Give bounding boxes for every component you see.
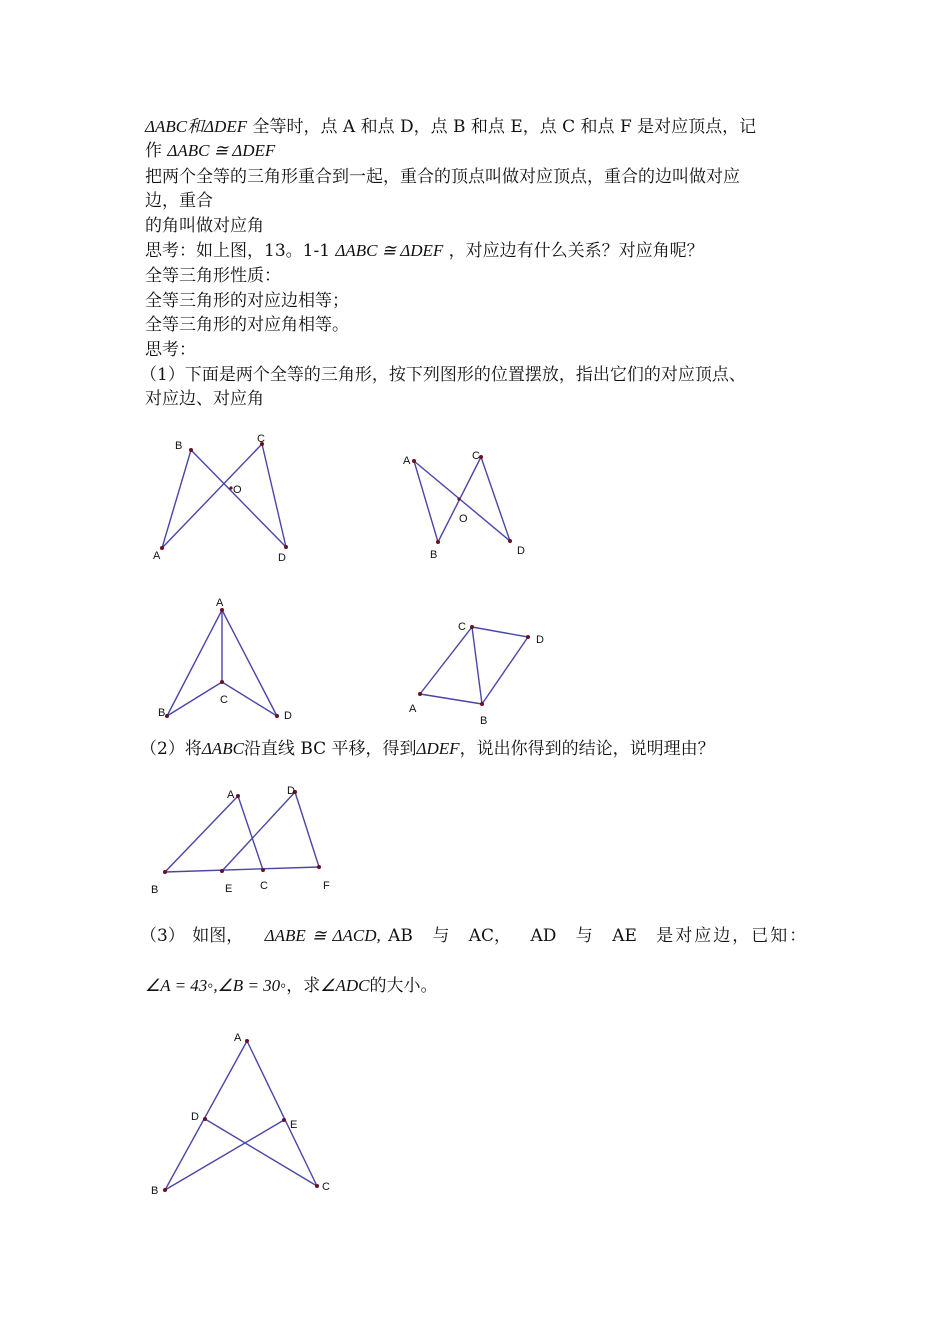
label-a: A <box>227 789 235 801</box>
label-f: F <box>323 880 330 892</box>
q3-ac: AC， <box>468 926 512 946</box>
label-d: D <box>287 785 295 797</box>
label-a: A <box>234 1032 242 1044</box>
label-b: B <box>175 440 183 452</box>
q3-ad: AD <box>530 926 557 946</box>
q3-find: ，求 <box>286 976 321 996</box>
figure-2 <box>400 445 540 565</box>
label-b: B <box>158 707 166 719</box>
math-abc: ΔABC <box>201 739 244 758</box>
label-a: A <box>409 703 417 715</box>
q3-with-2: 与 <box>575 926 593 946</box>
label-b: B <box>480 715 488 727</box>
think-rest: ，对应边有什么关系？对应角呢？ <box>443 241 704 261</box>
property-angles: 全等三角形的对应角相等。 <box>145 315 349 335</box>
q2-mid: 沿直线 BC 平移，得到 <box>243 739 417 759</box>
def-line-2 <box>145 139 275 163</box>
label-c: C <box>322 1181 330 1193</box>
label-a: A <box>153 550 161 562</box>
think-prefix: 思考：如上图，13。1-1 <box>145 241 336 261</box>
label-c: C <box>458 621 466 633</box>
def-text: 全等时，点 A 和点 D，点 B 和点 E，点 C 和点 F 是对应顶点，记 <box>247 117 757 137</box>
label-c: C <box>220 694 228 706</box>
label-e: E <box>225 883 233 895</box>
text-line-3: 把两个全等的三角形重合到一起，重合的顶点叫做对应顶点，重合的边叫做对应 <box>145 167 740 187</box>
math-angles: ∠A = 43◦,∠B = 30◦ <box>145 976 287 995</box>
label-b: B <box>430 549 438 561</box>
q3-ae: AE <box>612 926 637 946</box>
question-3-cont <box>145 974 437 998</box>
math-abe-acd: ΔABE ≅ ΔACD, <box>264 926 381 945</box>
q3-known: 是对应边，已知： <box>656 926 809 946</box>
figure-6 <box>145 1025 345 1205</box>
text-line-5: 的角叫做对应角 <box>145 216 264 236</box>
question-2 <box>140 737 715 761</box>
math-abc-def: ΔABC和ΔDEF <box>145 117 248 136</box>
math-congruent-2: ΔABC ≅ ΔDEF <box>335 241 444 260</box>
q3-index: （3） <box>140 926 185 946</box>
question-3 <box>140 924 808 948</box>
label-a: A <box>403 455 411 467</box>
def-prefix: 作 <box>145 141 168 161</box>
q3-with-1: 与 <box>432 926 450 946</box>
label-d: D <box>278 552 286 564</box>
label-o: O <box>459 513 468 525</box>
label-c: C <box>257 433 265 445</box>
label-d: D <box>536 634 544 646</box>
math-congruent: ΔABC ≅ ΔDEF <box>167 141 276 160</box>
property-sides: 全等三角形的对应边相等； <box>145 291 349 311</box>
def-line-1 <box>145 115 756 139</box>
text-line-4: 边，重合 <box>145 191 213 211</box>
label-b: B <box>151 884 159 896</box>
q3-size: 的大小。 <box>369 976 438 996</box>
property-heading: 全等三角形性质： <box>145 266 281 286</box>
label-d: D <box>517 545 525 557</box>
question-1-cont: 对应边、对应角 <box>145 389 264 409</box>
figure-4 <box>400 615 560 730</box>
label-d: D <box>284 710 292 722</box>
label-c: C <box>260 880 268 892</box>
q2-rest: ，说出你得到的结论，说明理由？ <box>459 739 715 759</box>
figure-1 <box>145 430 315 570</box>
label-a: A <box>216 597 224 609</box>
think-heading: 思考： <box>145 340 196 360</box>
label-c: C <box>472 450 480 462</box>
label-o: O <box>233 484 242 496</box>
math-angle-adc: ∠ADC <box>320 976 370 995</box>
question-1: （1）下面是两个全等的三角形，按下列图形的位置摆放，指出它们的对应顶点、 <box>140 365 746 385</box>
label-e: E <box>290 1119 298 1131</box>
label-d: D <box>191 1111 199 1123</box>
figure-3 <box>150 595 310 725</box>
label-b: B <box>151 1185 159 1197</box>
figure-5 <box>145 780 345 900</box>
think-line <box>145 239 704 263</box>
q3-intro: 如图， <box>192 926 244 946</box>
q3-ab: AB <box>388 926 413 946</box>
math-def: ΔDEF <box>416 739 460 758</box>
q2-prefix: （2）将 <box>140 739 202 759</box>
